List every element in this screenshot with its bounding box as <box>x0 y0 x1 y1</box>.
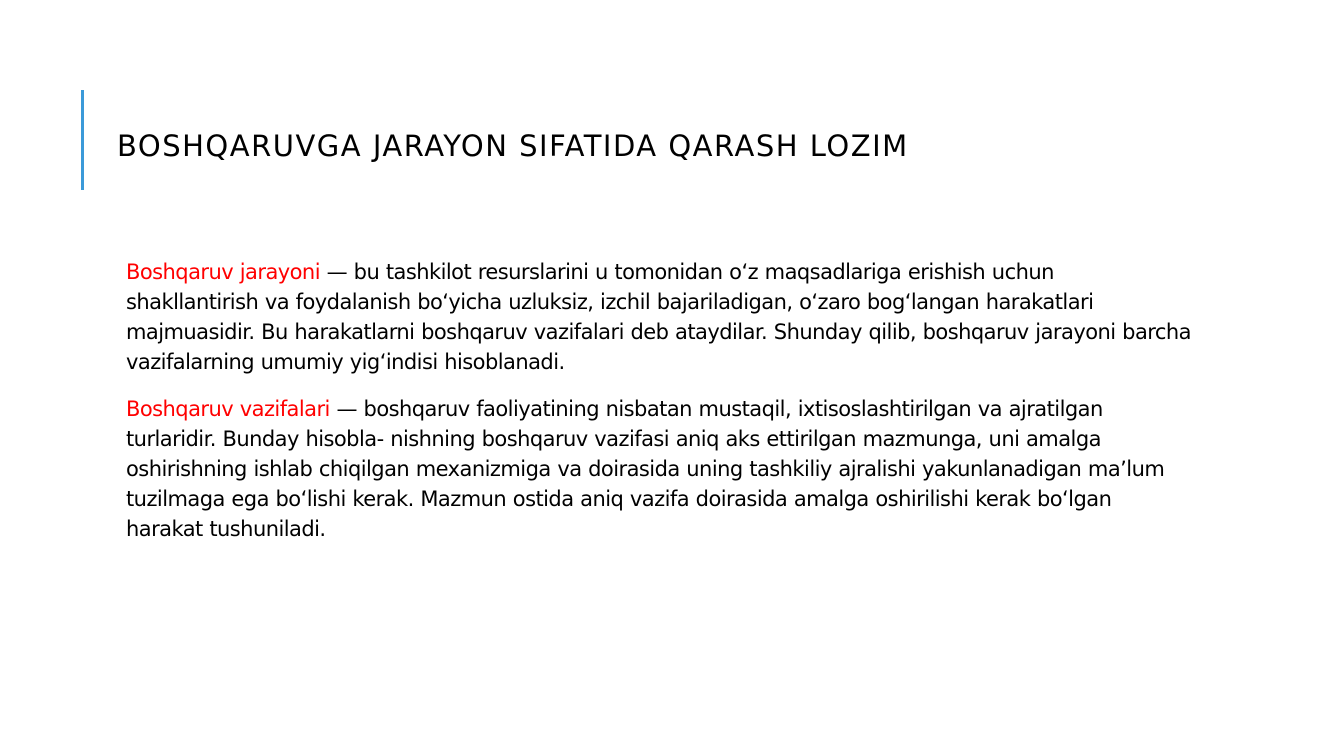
highlighted-term: Boshqaruv vazifalari <box>126 397 330 421</box>
paragraph-text: — boshqaruv faoliyatining nisbatan mustaqil, ixtisoslashtirilgan va ajratilgan turlaridir. Bunday hisobla- nishning boshqaruv vazifasi aniq aks ettirilgan mazmunga, uni amalga oshirishning ishlab chiqilgan mexanizmiga va doirasida uning tashkiliy ajralishi yakunlanadigan maʼlum tuzilmaga ega boʻlishi kerak. Mazmun ostida aniq vazifa doirasida amalga oshirilishi kerak boʻlgan harakat tushuniladi. <box>126 397 1165 541</box>
slide-body <box>126 257 1191 561</box>
highlighted-term: Boshqaruv jarayoni <box>126 260 320 284</box>
title-accent-bar <box>81 90 84 190</box>
paragraph-boshqaruv-jarayoni <box>126 257 1191 377</box>
paragraph-boshqaruv-vazifalari <box>126 394 1191 544</box>
slide-title: BOSHQARUVGA JARAYON SIFATIDA QARASH LOZIM <box>117 129 909 163</box>
paragraph-text: — bu tashkilot resurslarini u tomonidan oʻz maqsadlariga erishish uchun shakllantirish va foydalanish boʻyicha uzluksiz, izchil bajariladigan, oʻzaro bogʻlangan harakatlari majmuasidir. Bu harakatlarni boshqaruv vazifalari deb ataydilar. Shunday qilib, boshqaruv jarayoni barcha vazifalarning umumiy yigʻindisi hisoblanadi. <box>126 260 1191 374</box>
